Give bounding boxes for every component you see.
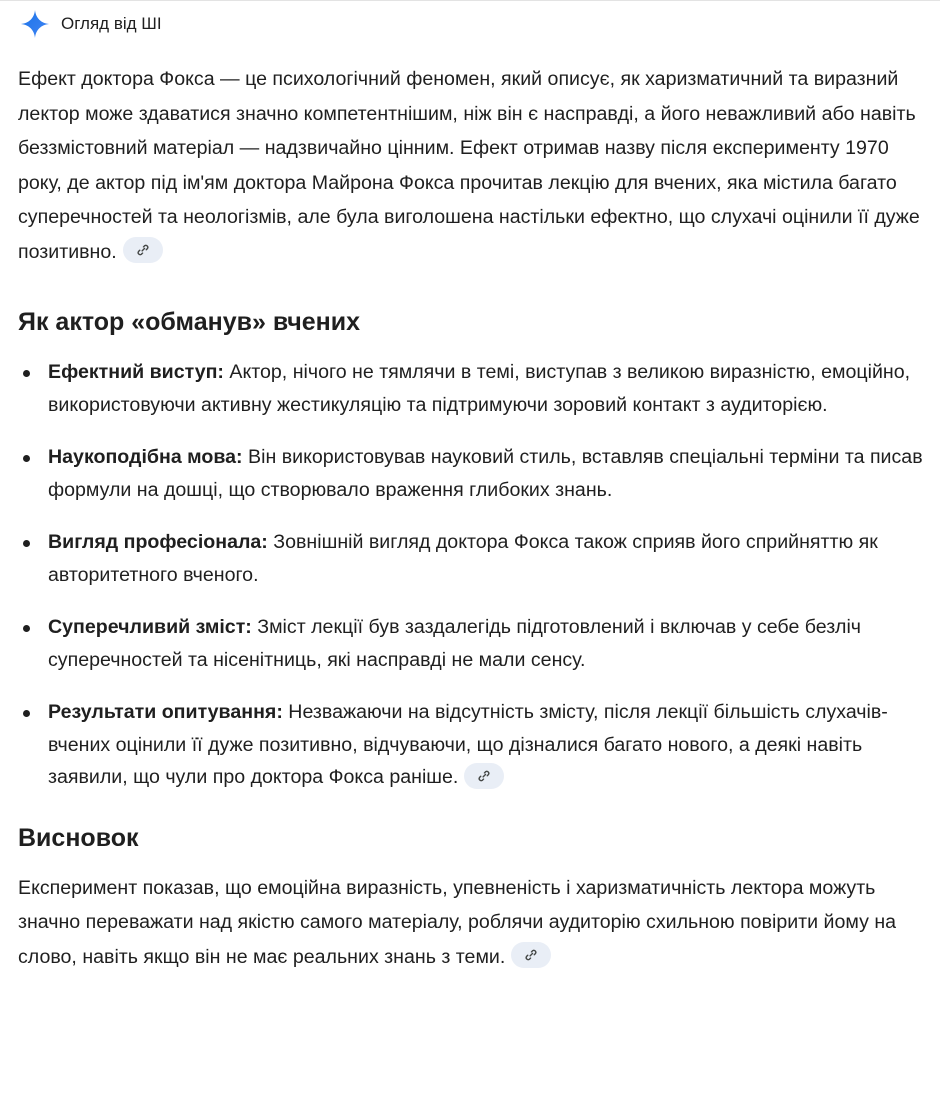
- bullet-text: Зміст лекції був заздалегідь підготовлений і включав у себе безліч суперечностей та нісенітниць, які насправді не мали сенсу.: [48, 616, 862, 671]
- sparkle-icon: [20, 9, 50, 39]
- link-icon: [524, 948, 538, 962]
- bullet-dot: [23, 540, 30, 547]
- ai-overview-content: [18, 62, 930, 974]
- citation-link-button[interactable]: [511, 942, 551, 968]
- bullet-dot: [23, 710, 30, 717]
- bullet-term: Наукоподібна мова:: [48, 446, 243, 468]
- bullet-dot: [23, 455, 30, 462]
- list-item: [18, 441, 930, 506]
- bullet-term: Суперечливий зміст:: [48, 616, 252, 638]
- bullet-term: Вигляд професіонала:: [48, 531, 268, 553]
- ai-overview-title: Огляд від ШІ: [61, 14, 162, 33]
- conclusion-text: Експеримент показав, що емоційна виразність, упевненість і харизматичність лектора можуть значно переважати над якістю самого матеріалу, роблячи аудиторію схильною повірити йому на слово, навіть якщо він не має реальних знань з теми.: [18, 876, 897, 968]
- bullet-text: Він використовував науковий стиль, вставляв спеціальні терміни та писав формули на дошці, що створювало враження глибоких знань.: [48, 446, 923, 501]
- bullet-text: Актор, нічого не тямлячи в темі, виступав з великою виразністю, емоційно, використовуючи активну жестикуляцію та підтримуючи зоровий контакт з аудиторією.: [48, 361, 911, 416]
- conclusion-paragraph: [18, 871, 930, 975]
- bullet-term: Результати опитування:: [48, 701, 283, 723]
- section-heading-conclusion: Висновок: [18, 823, 139, 852]
- actor-bullet-list: [18, 356, 930, 794]
- bullet-term: Ефектний виступ:: [48, 361, 224, 383]
- bullet-text: Незважаючи на відсутність змісту, після лекції більшість слухачів-вчених оцінили її дуже позитивно, відчуваючи, що дізналися багато нового, а деякі навіть заявили, що чули про доктора Фокса раніше.: [48, 701, 888, 788]
- intro-paragraph: [18, 62, 930, 269]
- citation-link-button[interactable]: [464, 763, 504, 789]
- intro-text: Ефект доктора Фокса — це психологічний феномен, який описує, як харизматичний та виразний лектор може здаватися значно компетентнішим, ніж він є насправді, а його неважливий або навіть беззмістовний матеріал — надзвичайно цінним. Ефект отримав назву після експерименту 1970 року, де актор під ім'ям доктора Майрона Фокса прочитав лекцію для вчених, яка містила багато суперечностей та неологізмів, але була виголошена настільки ефектно, що слухачі оцінили її дуже позитивно.: [18, 68, 920, 263]
- bullet-dot: [23, 370, 30, 377]
- link-icon: [477, 769, 491, 783]
- ai-overview-header: [20, 8, 162, 40]
- list-item: [18, 356, 930, 421]
- section-heading-actor: Як актор «обманув» вчених: [18, 308, 361, 336]
- citation-link-button[interactable]: [123, 237, 163, 263]
- list-item: [18, 526, 930, 591]
- link-icon: [136, 243, 150, 257]
- list-item: [18, 611, 930, 676]
- list-item: [18, 696, 930, 794]
- bullet-dot: [23, 625, 30, 632]
- top-divider: [0, 0, 940, 1]
- bullet-text: Зовнішній вигляд доктора Фокса також сприяв його сприйняттю як авторитетного вченого.: [48, 531, 878, 586]
